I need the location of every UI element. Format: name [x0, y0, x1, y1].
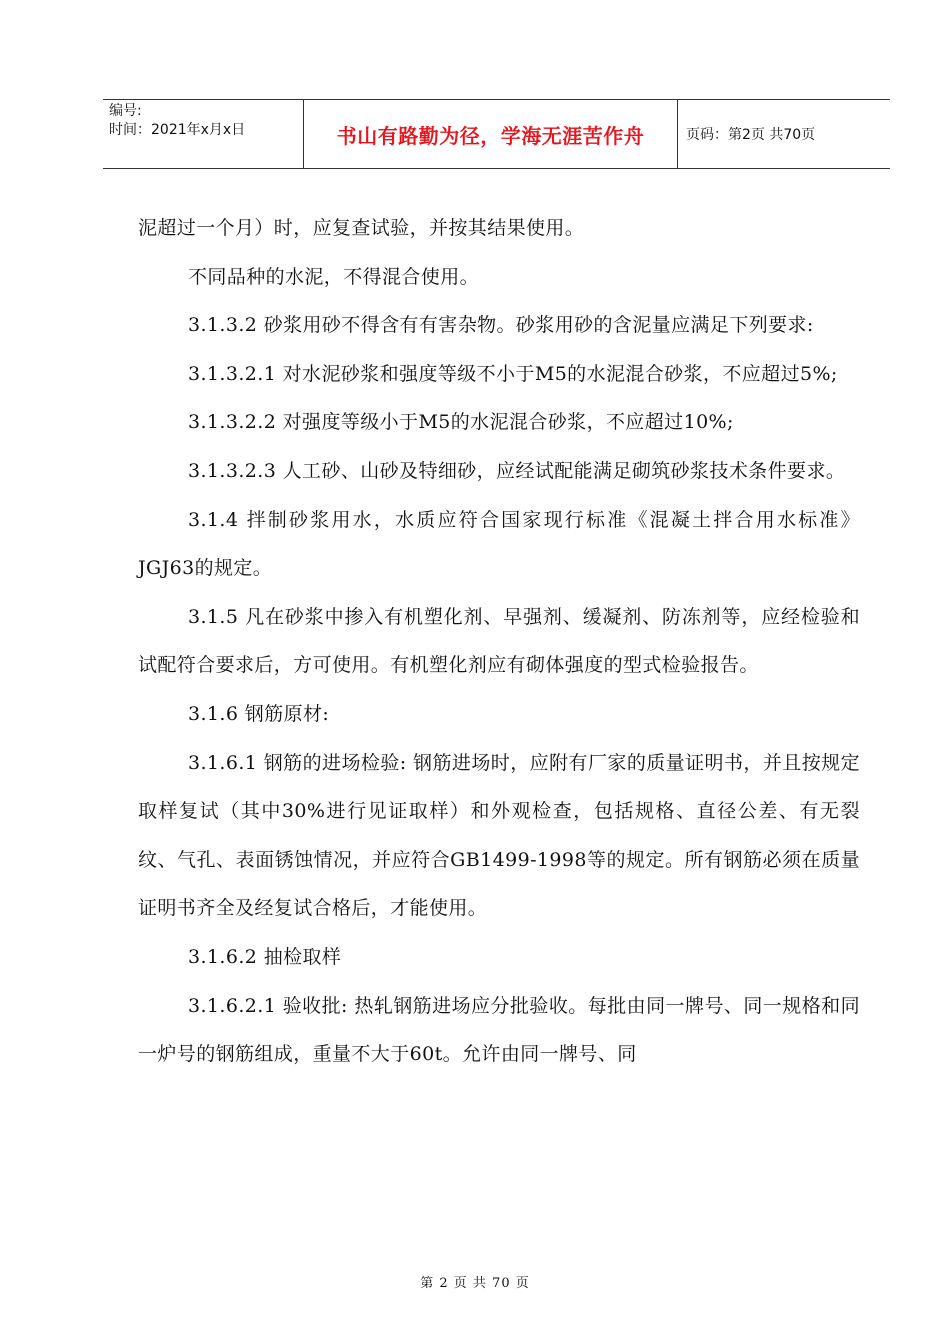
paragraph: 3.1.4 拌制砂浆用水，水质应符合国家现行标准《混凝土拌合用水标准》JGJ63的规定。 [138, 508, 860, 580]
paragraph: 泥超过一个月）时，应复查试验，并按其结果使用。 [138, 217, 585, 239]
header-page-label: 页码：第2页 共70页 [686, 127, 816, 143]
paragraph: 3.1.6.2 抽检取样 [188, 945, 342, 968]
paragraph: 不同品种的水泥，不得混合使用。 [188, 265, 480, 288]
paragraph: 3.1.3.2.1 对水泥砂浆和强度等级不小于M5的水泥混合砂浆，不应超过5%; [188, 362, 838, 385]
document-header [103, 99, 890, 169]
paragraph: 3.1.6.2.1 验收批: 热轧钢筋进场应分批验收。每批由同一牌号、同一规格和同一炉号的钢筋组成，重量不大于60t。允许由同一牌号、同 [138, 994, 860, 1066]
header-motto-cell [304, 100, 678, 168]
document-date-label: 时间：2021年x月x日 [109, 122, 246, 138]
paragraph: 3.1.5 凡在砂浆中掺入有机塑化剂、早强剂、缓凝剂、防冻剂等，应经检验和试配符合要求后，方可使用。有机塑化剂应有砌体强度的型式检验报告。 [138, 605, 860, 677]
page-footer [0, 1272, 950, 1291]
paragraph: 3.1.6 钢筋原材: [188, 702, 330, 725]
header-page-cell [678, 100, 890, 168]
paragraph: 3.1.3.2.3 人工砂、山砂及特细砂，应经试配能满足砌筑砂浆技术条件要求。 [188, 459, 846, 482]
paragraph: 3.1.3.2.2 对强度等级小于M5的水泥混合砂浆，不应超过10%; [188, 411, 734, 434]
document-body [138, 204, 860, 1079]
document-number-label: 编号: [109, 103, 142, 119]
header-motto: 书山有路勤为径，学海无涯苦作舟 [336, 123, 645, 148]
paragraph: 3.1.3.2 砂浆用砂不得含有有害杂物。砂浆用砂的含泥量应满足下列要求: [188, 314, 814, 337]
footer-page-number: 第 2 页 共 70 页 [420, 1276, 530, 1291]
header-meta-cell [103, 100, 304, 168]
paragraph: 3.1.6.1 钢筋的进场检验: 钢筋进场时，应附有厂家的质量证明书，并且按规定取样复试（其中30%进行见证取样）和外观检查，包括规格、直径公差、有无裂纹、气孔、表面锈蚀情况，并应符合GB1499-1998等的规定。所有钢筋必须在质量证明书齐全及经复试合格后，才能使用。 [138, 751, 860, 920]
